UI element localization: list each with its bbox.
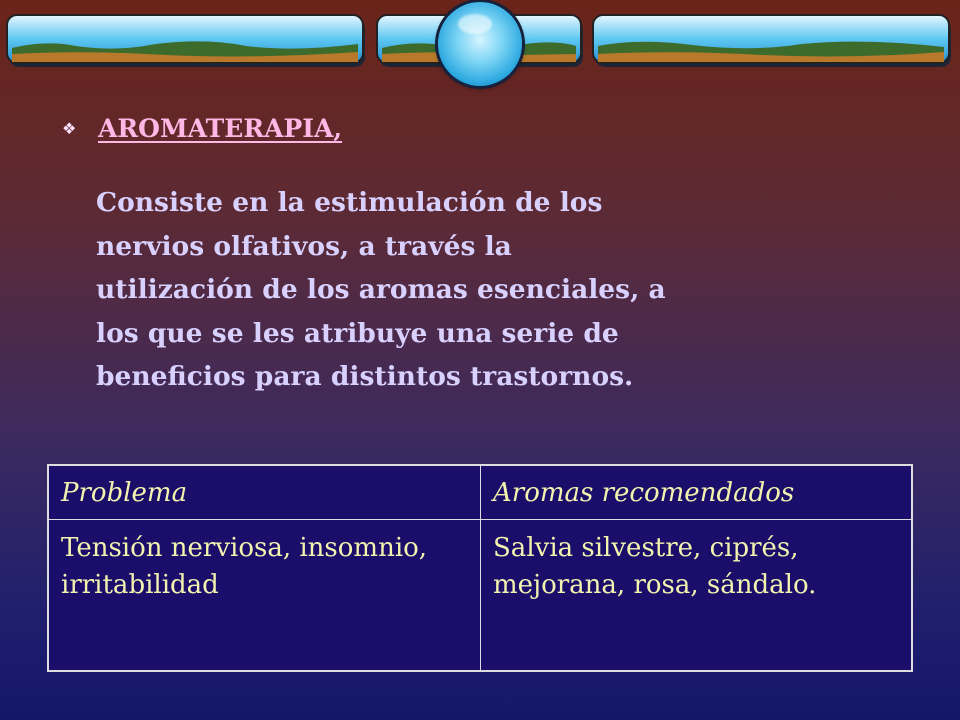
table-cell-aromas: Salvia silvestre, ciprés, mejorana, rosa, sándalo. xyxy=(493,533,817,600)
decorative-banner-right xyxy=(592,14,954,72)
paragraph-line: beneficios para distintos trastornos. xyxy=(96,361,634,392)
aromas-table xyxy=(47,464,913,672)
paragraph-line: los que se les atribuye una serie de xyxy=(96,317,619,349)
table-header-problema: Problema xyxy=(49,466,481,519)
description-paragraph xyxy=(96,181,856,399)
table-row xyxy=(49,520,911,670)
section-heading-row xyxy=(62,114,342,143)
paragraph-line: Consiste en la estimulación de los xyxy=(96,187,603,218)
decorative-banner-left xyxy=(6,14,368,72)
paragraph-line: nervios olfativos, a través la xyxy=(96,230,512,262)
table-header-aromas: Aromas recomendados xyxy=(493,478,795,508)
table-header-row xyxy=(49,466,911,520)
paragraph-line: utilización de los aromas esenciales, a xyxy=(96,274,666,305)
table-cell-problema: Tensión nerviosa, insomnio, irritabilidad xyxy=(49,520,481,670)
diamond-bullet-icon: ❖ xyxy=(62,118,77,138)
section-heading: AROMATERAPIA, xyxy=(98,114,343,143)
orb-highlight xyxy=(458,14,492,34)
